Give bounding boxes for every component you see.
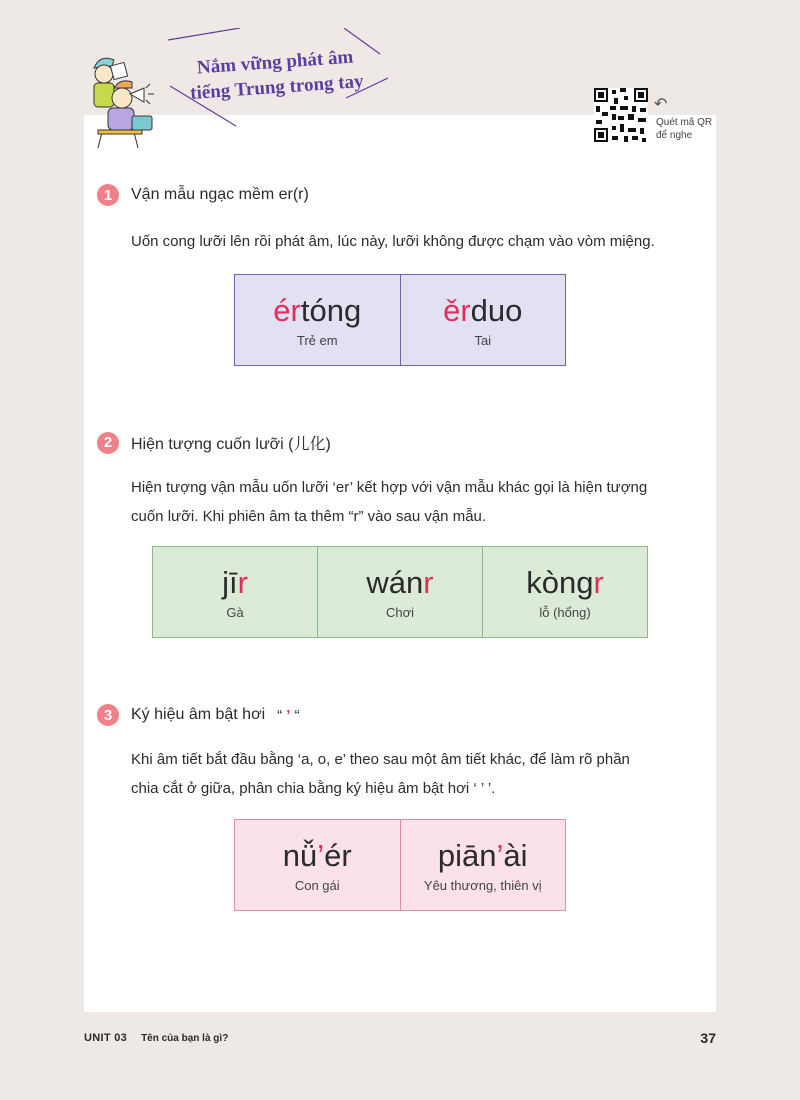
quote-close: “	[294, 706, 300, 724]
section-1-paragraph: Uốn cong lưỡi lên rồi phát âm, lúc này, lưỡi không được chạm vào vòm miệng.	[131, 233, 655, 250]
section-2-paragraph	[131, 473, 686, 531]
example-table-3	[234, 819, 566, 911]
example-cell	[482, 547, 647, 637]
pinyin-word	[222, 565, 248, 601]
pinyin-before: piān	[437, 837, 497, 873]
example-cell	[400, 275, 566, 365]
pinyin-word	[366, 565, 433, 601]
pinyin-word	[526, 565, 604, 601]
pinyin-base: wán	[366, 564, 424, 600]
pinyin-apostrophe: ’	[496, 837, 504, 873]
page-footer	[84, 1030, 716, 1046]
example-cell	[317, 547, 482, 637]
section-title: Vận mẫu ngạc mềm er(r)	[131, 186, 309, 203]
section-3-heading	[97, 704, 300, 726]
pinyin-highlight: ér	[273, 292, 301, 328]
qr-caption-line2: để nghe	[656, 130, 693, 141]
quote-open: “	[277, 706, 283, 724]
pinyin-word	[443, 293, 522, 329]
section-title: Hiện tượng cuốn lưỡi (儿化)	[131, 436, 331, 453]
pinyin-base: jī	[222, 564, 238, 600]
meaning-text: Trẻ em	[296, 332, 338, 348]
pinyin-highlight: r	[593, 564, 604, 600]
example-cell	[235, 820, 400, 910]
apostrophe-mark: ’	[286, 706, 291, 724]
pinyin-highlight: ěr	[443, 292, 471, 328]
meaning-text: Chơi	[385, 604, 415, 620]
meaning-text: Tai	[474, 332, 492, 348]
curved-arrow-icon: ↶	[654, 96, 668, 113]
banner-title-line1: Nắm vững phát âm	[196, 46, 354, 79]
section-number-badge: 3	[97, 704, 119, 726]
pinyin-after: ér	[324, 837, 352, 873]
aspiration-mark-sample	[277, 707, 300, 724]
banner-title-line2: tiếng Trung trong tay	[189, 70, 365, 105]
meaning-text: Con gái	[294, 877, 340, 893]
section-1-heading	[97, 184, 309, 206]
section-number-badge: 1	[97, 184, 119, 206]
paragraph-line: Khi âm tiết bắt đầu bằng ‘a, o, e’ theo sau một âm tiết khác, để làm rõ phần	[131, 751, 630, 768]
qr-caption	[656, 116, 716, 142]
paragraph-line: Hiện tượng vận mẫu uốn lưỡi ‘er’ kết hợp với vận mẫu khác gọi là hiện tượng	[131, 479, 648, 496]
pinyin-word	[273, 293, 361, 329]
meaning-text: lỗ (hổng)	[539, 604, 591, 620]
pinyin-word	[283, 838, 352, 874]
paragraph-line: cuốn lưỡi. Khi phiên âm ta thêm “r” vào sau vận mẫu.	[131, 508, 487, 525]
pinyin-rest: tóng	[300, 292, 362, 328]
students-illustration	[88, 46, 168, 150]
unit-label: UNIT 03	[84, 1032, 128, 1044]
qr-caption-line1: Quét mã QR	[656, 117, 713, 128]
pinyin-highlight: r	[237, 564, 248, 600]
page-number: 37	[700, 1030, 716, 1046]
pinyin-apostrophe: ’	[317, 837, 325, 873]
section-3-paragraph	[131, 745, 686, 803]
pinyin-before: nǚ	[282, 837, 318, 873]
section-2-heading	[97, 431, 331, 454]
example-table-2	[152, 546, 648, 638]
example-table-1	[234, 274, 566, 366]
meaning-text: Gà	[226, 604, 244, 620]
paragraph-line: chia cắt ở giữa, phân chia bằng ký hiệu âm bật hơi ‘ ’ ’.	[131, 780, 496, 797]
example-cell	[153, 547, 317, 637]
pinyin-base: kòng	[526, 564, 594, 600]
section-number-badge: 2	[97, 432, 119, 454]
example-cell	[235, 275, 400, 365]
unit-title: Tên của bạn là gì?	[141, 1032, 229, 1044]
section-title: Ký hiệu âm bật hơi	[131, 706, 266, 723]
pinyin-rest: duo	[470, 292, 523, 328]
example-cell	[400, 820, 566, 910]
pinyin-word	[438, 838, 528, 874]
meaning-text: Yêu thương, thiên vị	[423, 877, 542, 893]
qr-code-icon[interactable]	[594, 88, 648, 142]
pinyin-after: ài	[503, 837, 528, 873]
pinyin-highlight: r	[423, 564, 434, 600]
